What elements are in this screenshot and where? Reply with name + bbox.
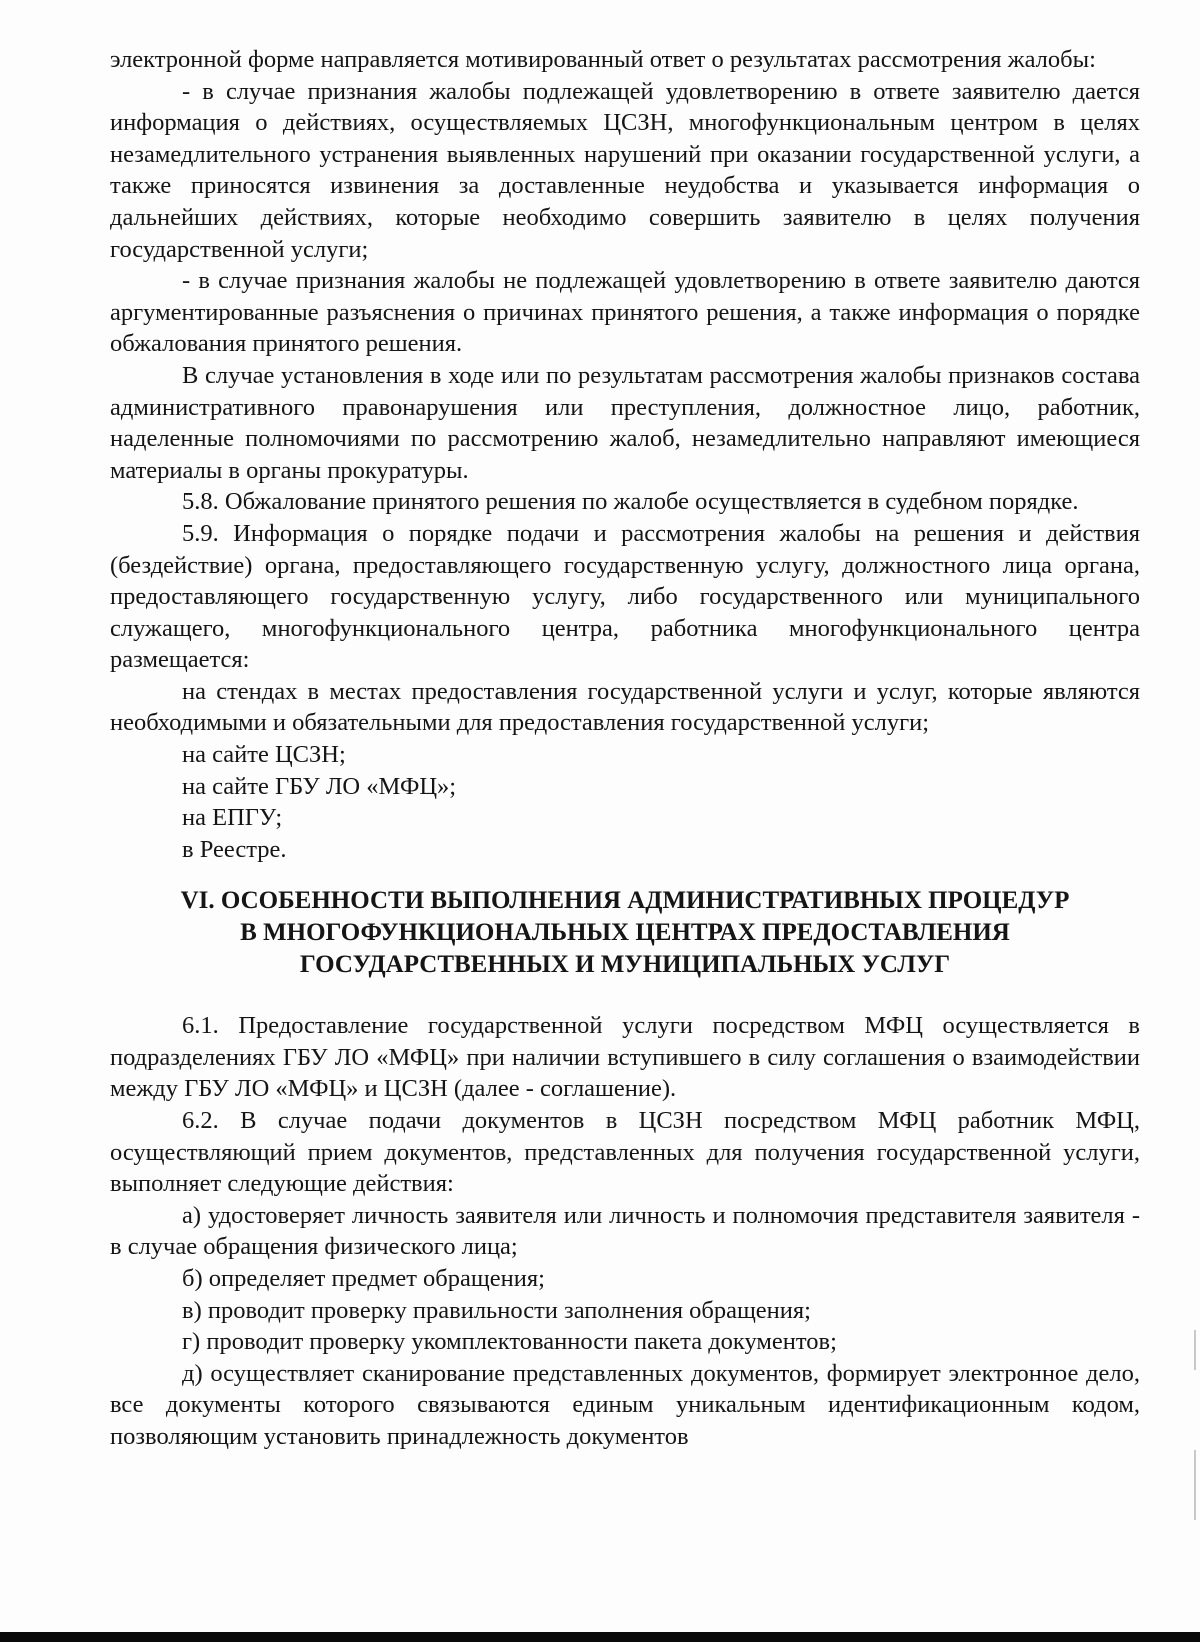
list-item-g: г) проводит проверку укомплектованности пакета документов; <box>182 1328 837 1356</box>
scan-bottom-edge <box>0 1632 1200 1642</box>
paragraph-5-9: 5.9. Информация о порядке подачи и рассмотрения жалобы на решения и действия (бездействие) органа, предоставляющего государственную услугу, должностного лица органа, предоставляющего государственную услугу, либо государственного или муниципального служащего, многофункционального центра, работника многофункционального центра размещается: <box>110 519 1140 674</box>
list-item-v: в) проводит проверку правильности заполнения обращения; <box>182 1296 811 1324</box>
paragraph-stands: на стендах в местах предоставления государственной услуги и услуг, которые являются необходимыми и обязательными для предоставления государственной услуги; <box>110 677 1140 737</box>
scan-edge-mark <box>1194 1330 1196 1370</box>
paragraph-complaint-satisfied: - в случае признания жалобы подлежащей удовлетворению в ответе заявителю дается информация о действиях, осуществляемых ЦСЗН, многофункциональным центром в целях незамедлительного устранения выявленных нарушений при оказании государственной услуги, а также приносятся извинения за доставленные неудобства и указывается информация о дальнейших действиях, которые необходимо совершить заявителю в целях получения государственной услуги; <box>110 77 1140 263</box>
paragraph-6-1: 6.1. Предоставление государственной услуги посредством МФЦ осуществляется в подразделениях ГБУ ЛО «МФЦ» при наличии вступившего в силу соглашения о взаимодействии между ГБУ ЛО «МФЦ» и ЦСЗН (далее - соглашение). <box>110 1012 1140 1103</box>
list-item-a: а) удостоверяет личность заявителя или личность и полномочия представителя заявителя - в случае обращения физического лица; <box>110 1201 1140 1261</box>
list-item-cszn-site: на сайте ЦСЗН; <box>182 741 346 769</box>
paragraph-6-2: 6.2. В случае подачи документов в ЦСЗН посредством МФЦ работник МФЦ, осуществляющий прием документов, представленных для получения государственной услуги, выполняет следующие действия: <box>110 1107 1140 1198</box>
paragraph-complaint-response: электронной форме направляется мотивированный ответ о результатах рассмотрения жалобы: <box>110 46 1096 73</box>
paragraph-5-8: 5.8. Обжалование принятого решения по жалобе осуществляется в судебном порядке. <box>182 488 1079 516</box>
section-heading-vi <box>110 885 1140 980</box>
list-item-epgu: на ЕПГУ; <box>182 804 283 832</box>
list-item-d: д) осуществляет сканирование представленных документов, формирует электронное дело, все документы которого связываются единым уникальным идентификационным кодом, позволяющим установить принадлежность документов <box>110 1359 1140 1450</box>
section-heading-line-1: VI. ОСОБЕННОСТИ ВЫПОЛНЕНИЯ АДМИНИСТРАТИВНЫХ ПРОЦЕДУР <box>180 887 1070 915</box>
section-heading-line-2: В МНОГОФУНКЦИОНАЛЬНЫХ ЦЕНТРАХ ПРЕДОСТАВЛЕНИЯ <box>240 919 1010 947</box>
list-item-b: б) определяет предмет обращения; <box>182 1264 545 1292</box>
paragraph-prosecution-referral: В случае установления в ходе или по результатам рассмотрения жалобы признаков состава административного правонарушения или преступления, должностное лицо, работник, наделенные полномочиями по рассмотрению жалоб, незамедлительно направляют имеющиеся материалы в органы прокуратуры. <box>110 361 1140 484</box>
section-heading-line-3: ГОСУДАРСТВЕННЫХ И МУНИЦИПАЛЬНЫХ УСЛУГ <box>299 950 951 978</box>
paragraph-complaint-rejected: - в случае признания жалобы не подлежащей удовлетворению в ответе заявителю даются аргументированные разъяснения о причинах принятого решения, а также информация о порядке обжалования принятого решения. <box>110 267 1140 358</box>
document-body <box>110 44 1140 1453</box>
list-item-registry: в Реестре. <box>182 835 287 863</box>
list-item-mfc-site: на сайте ГБУ ЛО «МФЦ»; <box>182 772 457 800</box>
scan-edge-mark <box>1194 1450 1196 1520</box>
